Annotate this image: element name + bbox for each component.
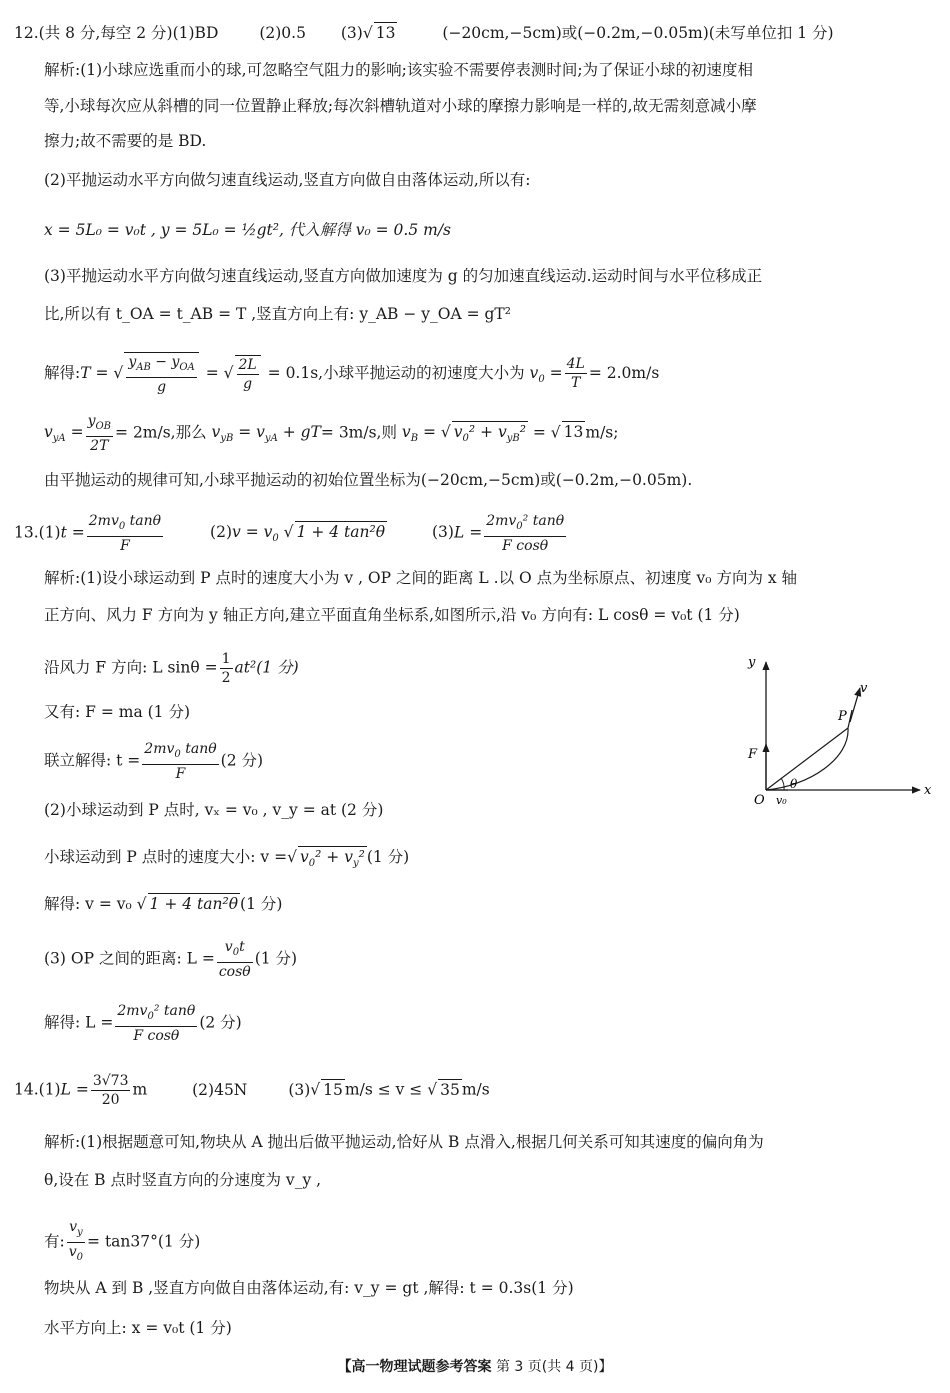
label-v: v — [860, 681, 868, 696]
footer-page: 第 3 页(共 4 页)】 — [495, 1359, 613, 1375]
q14-explanation-1a: 解析:(1)根据题意可知,物块从 A 抛出后做平抛运动,恰好从 B 点滑入,根据几何关系可知其速度的偏向角为 — [44, 1133, 764, 1151]
q14-explanation-1b: θ,设在 B 点时竖直方向的分速度为 v_y , — [44, 1171, 322, 1189]
q12-explanation-1a: 解析:(1)小球应选重而小的球,可忽略空气阻力的影响;该实验不需要停表测时间;为了保证小球的初速度相 — [44, 61, 754, 79]
q13-explanation-1c: 沿风力 F 方向: L sinθ = $\frac{1}{2}$ at²(1 分) — [44, 651, 299, 686]
label-f: F — [748, 747, 758, 762]
q13-header: 13.(1)t = $\frac{2mv_0 \tan\theta}{F}$ $(2)v = v_0$ √ 1 + 4 tan²θ (3)L = $\frac{2mv_0^2 \tan\theta}{\text{F cosθ}}$ — [14, 513, 565, 554]
q13-explanation-1d: 又有: F = ma (1 分) — [44, 703, 190, 721]
q13-explanation-2b: 小球运动到 P 点时的速度大小: v =√ $v_0^2 + v_y^2$ (1 分) — [44, 846, 930, 874]
label-theta: θ — [790, 777, 798, 791]
q12-header: 12.(共 8 分,每空 2 分)(1)BD (2)0.5 (3)√ 13 (−20cm,−5cm)或(−0.2m,−0.05m)(未写单位扣 1 分) — [14, 24, 834, 42]
label-y: y — [748, 655, 756, 670]
velocity-arrow — [850, 688, 860, 722]
label-p: P — [838, 709, 847, 724]
q12-explanation-2: (2)平抛运动水平方向做匀速直线运动,竖直方向做自由落体运动,所以有: — [44, 171, 531, 189]
q12-solution-3b: $v_{yA}$ = $\frac{y_{OB}}{2T}$ = 2m/s,那么 $v_{yB} = v_{yA} + gT= 3m/s$,则 $v_B$ = √ $v_0^2 + v_{yB}^2$ = √ 13 m/s; — [44, 413, 619, 454]
q14-explanation-1e: 水平方向上: x = v₀t (1 分) — [44, 1319, 232, 1337]
q13-explanation-3b: 解得: L = $\frac{2mv_0^2 \tan\theta}{\text{F cosθ}}$ (2 分) — [44, 1003, 242, 1044]
q12-explanation-1b: 等,小球每次应从斜槽的同一位置静止释放;每次斜槽轨道对小球的摩擦力影响是一样的,故无需刻意减小摩 — [44, 97, 757, 115]
q13-explanation-1a: 解析:(1)设小球运动到 P 点时的速度大小为 v , OP 之间的距离 L .以 O 点为坐标原点、初速度 v₀ 方向为 x 轴 — [44, 569, 798, 587]
coordinate-figure — [740, 648, 935, 808]
q12-explanation-3b: 比,所以有 t_OA = t_AB = T ,竖直方向上有: y_AB − y_OA = gT² — [44, 305, 511, 323]
q13-explanation-2a: (2)小球运动到 P 点时, vₓ = v₀ , v_y = at (2 分) — [44, 801, 384, 819]
label-o: O — [754, 793, 765, 808]
page-footer — [0, 1356, 950, 1376]
q12-solution-3a: 解得:T = √ $\frac{y_{AB} - y_{OA}}{g}$ = √ $\frac{2L}{g}$ = 0.1s,小球平抛运动的初速度大小为 $v_0$ = $\frac{4L}{T}$ = 2.0m/s — [44, 354, 660, 395]
label-v0: v₀ — [776, 794, 787, 807]
q13-explanation-3a: (3) OP 之间的距离: L = $\frac{v_0t}{\cos\theta}$ (1 分) — [44, 939, 298, 980]
footer-title: 【高一物理试题参考答案 — [337, 1359, 492, 1375]
q13-explanation-1b: 正方向、风力 F 方向为 y 轴正方向,建立平面直角坐标系,如图所示,沿 v₀ 方向有: L cosθ = v₀t (1 分) — [44, 606, 740, 624]
label-x: x — [924, 783, 932, 798]
q14-explanation-1c: 有: $\frac{v_y}{v_0}$ = tan37°(1 分) — [44, 1219, 201, 1263]
q12-explanation-3a: (3)平抛运动水平方向做匀速直线运动,竖直方向做加速度为 g 的匀加速直线运动.运动时间与水平位移成正 — [44, 267, 763, 285]
q12-equation-2: x = 5L₀ = v₀t , y = 5L₀ = ½gt², 代入解得 v₀ = 0.5 m/s — [44, 221, 452, 239]
q13-explanation-2c: 解得: v = v₀ √ 1 + 4 tan²θ (1 分) — [44, 895, 283, 913]
q14-header: 14.(1)L = $\frac{3√73}{20}$ m (2)45N (3)√ 15 m/s ≤ v ≤ √ 35 m/s — [14, 1073, 490, 1108]
q12-explanation-1c: 擦力;故不需要的是 BD. — [44, 132, 207, 150]
q13-explanation-1e: 联立解得: t = $\frac{2mv_0 \tan\theta}{F}$ (2 分) — [44, 741, 264, 782]
q12-final: 由平抛运动的规律可知,小球平抛运动的初始位置坐标为(−20cm,−5cm)或(−0.2m,−0.05m). — [44, 471, 693, 489]
q14-explanation-1d: 物块从 A 到 B ,竖直方向做自由落体运动,有: v_y = gt ,解得: t = 0.3s(1 分) — [44, 1279, 574, 1297]
